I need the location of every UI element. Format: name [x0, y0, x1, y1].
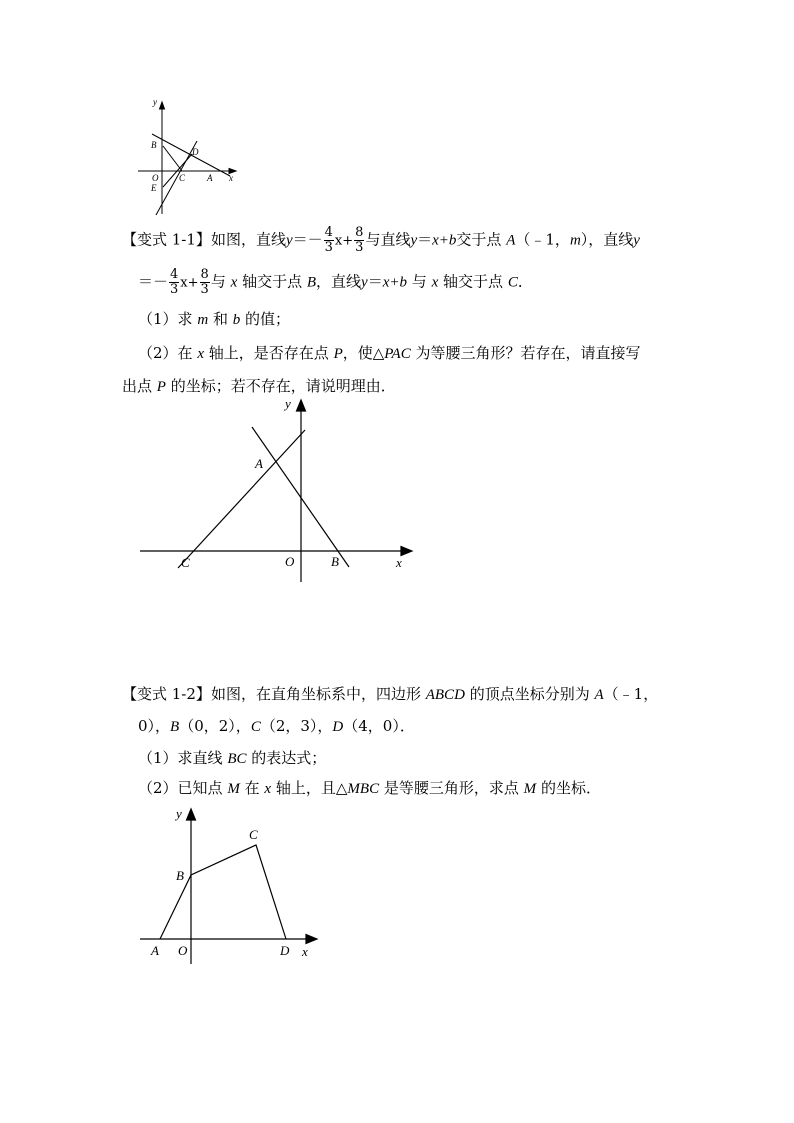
fig1-x-arrow — [401, 547, 412, 556]
problem1-question1: （1）求 m 和 b 的值； — [138, 310, 291, 328]
fraction: $\frac{8}{3}$ — [355, 225, 364, 255]
fraction: $\frac{4}{3}$ — [324, 225, 333, 255]
top-y-arrow — [160, 102, 165, 109]
top-x-label: x — [229, 173, 233, 183]
problem2-line1: 【变式 1-2】如图，在直角坐标系中，四边形 ABCD 的顶点坐标分别为 A（﹣1， — [122, 685, 659, 703]
fig1-label-a: A — [255, 456, 263, 471]
problem1-question2-cont: 出点 P 的坐标；若不存在，请说明理由． — [122, 377, 396, 395]
figure1 — [130, 395, 430, 590]
top-label-e: E — [151, 183, 157, 193]
top-label-a: A — [207, 173, 213, 183]
problem1-line1: 【变式 1-1】如图，直线y＝－ $\frac{4}{3}$ x+ $\frac{8}{3}$ 与直线y＝x+b交于点 A（﹣1，m），直线y — [122, 225, 640, 255]
fig1-line-ac — [178, 430, 305, 568]
problem2-line2: 0），B（0，2），C（2，3），D（4，0）． — [138, 717, 415, 735]
top-label-b: B — [151, 140, 157, 150]
fig2-label-a: A — [151, 943, 159, 958]
fig1-x-label: x — [396, 555, 402, 570]
problem2-tag: 【变式 1-2】 — [122, 685, 211, 703]
top-label-o: O — [152, 173, 159, 183]
fig2-label-b: B — [176, 868, 184, 883]
problem2-question2: （2）已知点 M 在 x 轴上，且△MBC 是等腰三角形，求点 M 的坐标． — [138, 779, 601, 797]
top-y-label: y — [153, 97, 157, 107]
problem2-question1: （1）求直线 BC 的表达式； — [138, 749, 327, 767]
fraction: $\frac{4}{3}$ — [170, 267, 179, 297]
fig1-label-c: C — [181, 555, 190, 570]
top-label-d: D — [192, 147, 199, 157]
fig2-y-label: y — [176, 806, 182, 821]
fraction: $\frac{8}{3}$ — [200, 267, 209, 297]
fig1-label-b: B — [331, 554, 339, 569]
fig2-label-c: C — [249, 827, 258, 842]
fig1-label-o: O — [285, 554, 295, 569]
fig2-label-o: O — [178, 943, 188, 958]
fig2-label-d: D — [280, 943, 290, 958]
fig2-x-arrow — [306, 935, 317, 944]
problem1-question2: （2）在 x 轴上，是否存在点 P，使△PAC 为等腰三角形？若存在，请直接写 — [138, 344, 641, 362]
fig2-y-arrow — [187, 809, 196, 820]
fig1-y-arrow — [297, 400, 306, 411]
fig2-x-label: x — [302, 944, 308, 959]
problem1-tag: 【变式 1-1】 — [122, 230, 211, 249]
top-figure — [130, 92, 250, 222]
fig1-y-label: y — [285, 396, 291, 411]
top-label-c: C — [179, 173, 186, 183]
figure2 — [130, 802, 330, 972]
top-line-b — [163, 146, 182, 171]
fig2-quadrilateral-abcd — [160, 845, 286, 939]
problem1-line2: ＝－ $\frac{4}{3}$ x+ $\frac{8}{3}$ 与 x 轴交于点 B，直线y＝x+b 与 x 轴交于点 C． — [138, 267, 533, 297]
